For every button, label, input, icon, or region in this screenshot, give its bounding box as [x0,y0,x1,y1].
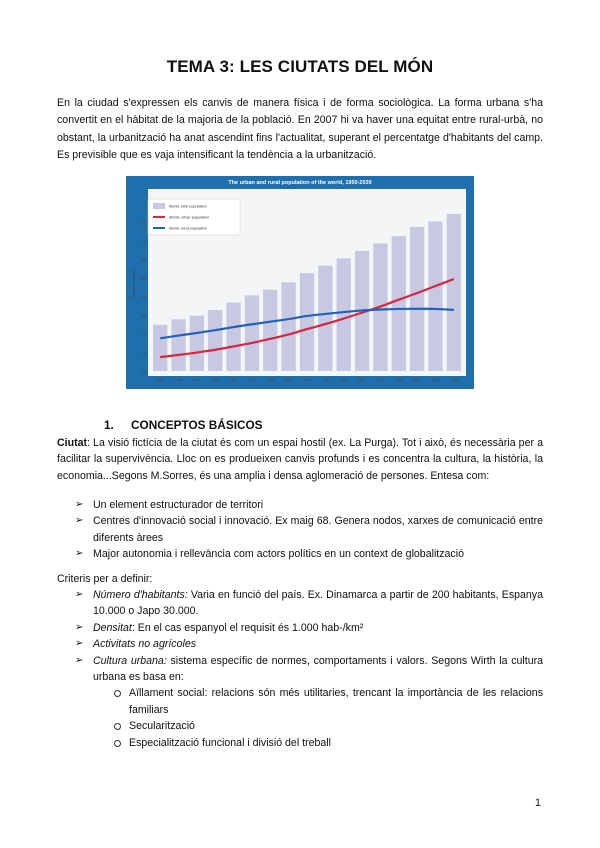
x-tick-label: 1995 [321,378,330,382]
y-tick-label: 1.0 [141,351,146,356]
bar-total-population [300,273,314,371]
chart-title: The urban and rural population of the world, 1950-2030 [228,180,372,186]
circle-bullet-icon [114,740,121,747]
y-tick-label: 7.0 [141,240,146,245]
x-tick-label: 1965 [211,378,220,382]
circle-bullet-icon [114,723,121,730]
list-item: ➢ Activitats no agrícoles [57,636,543,652]
bar-total-population [190,316,204,371]
section-title: CONCEPTOS BÁSICOS [131,418,263,432]
page-number: 1 [535,797,541,809]
bar-total-population [153,325,167,371]
bar-total-population [428,221,442,371]
legend-swatch [153,203,165,209]
population-chart [126,176,474,389]
arrow-bullet-icon: ➢ [75,589,84,600]
intro-paragraph: En la ciudad s'expressen els canvis de manera física i de forma sociològica. La forma urbana s'ha convertit en el hàbitat de la majoria de la població. En 2007 hi va haver una equitat entre rural-urbà, no obstant, la urbanització ha anat ascendint fins l'actualitat, superant el percentatge d'habitants del camp. Es previsible que es vaja intensificant la tendència a la urbanització. [57,97,543,162]
arrow-bullet-icon: ➢ [75,548,84,560]
list-item: ➢ Un element estructurador de territori [57,497,543,513]
y-tick-label: 0.0 [141,369,146,374]
bar-total-population [208,310,222,371]
bar-total-population [337,258,351,371]
x-tick-label: 2000 [339,378,348,382]
x-tick-label: 2025 [431,378,440,382]
circle-bullet-icon [114,690,121,697]
bar-total-population [171,319,185,371]
x-tick-label: 1950 [156,378,165,382]
bar-total-population [392,236,406,371]
arrow-bullet-icon: ➢ [75,654,84,666]
y-tick-label: 8.0 [141,221,146,226]
ciutat-term: Ciutat [57,437,88,449]
bar-total-population [245,295,259,371]
x-tick-label: 1970 [229,378,238,382]
y-tick-label: 4.0 [141,295,146,300]
ciutat-bullet-list [57,497,543,563]
list-item: Especialització funcional i divisió del treball [93,735,543,751]
bar-total-population [226,303,240,371]
arrow-bullet-icon: ➢ [75,638,84,650]
section-number: 1. [104,418,114,432]
bar-total-population [447,214,461,371]
x-tick-label: 2020 [413,378,422,382]
x-tick-label: 1985 [284,378,293,382]
x-tick-label: 2030 [449,378,458,382]
bar-total-population [318,266,332,371]
list-item: ➢ Centres d'innovació social i innovació. Ex maig 68. Genera nodos, xarxes de comunicació entre diferents àrees [75,515,543,544]
section-heading [104,418,263,432]
chart-svg [126,176,474,389]
x-tick-label: 2005 [358,378,367,382]
page-title: TEMA 3: LES CIUTATS DEL MÓN [166,57,434,76]
bar-total-population [281,282,295,371]
arrow-bullet-icon: ➢ [75,621,84,633]
y-tick-label: 2.0 [141,332,146,337]
y-tick-label: 5.0 [141,277,146,282]
x-tick-label: 1990 [303,378,311,382]
ciutat-paragraph [57,435,543,484]
y-tick-label: 6.0 [141,258,146,263]
list-item: ➢ Número d'habitants: Varia en funció del país. Ex. Dinamarca a partir de 200 habitants, Espanya 10.000 o Japo 30.000. [75,589,543,618]
criteria-list [57,587,543,751]
x-tick-label: 1955 [174,378,183,382]
legend-entry: World, rural population [169,226,208,231]
list-item: ➢ Cultura urbana: sistema específic de normes, comportaments i valors. Segons Wirth la cultura urbana es basa en: Aïllament social: relacions són més utilitaries, trencant la importància de les relacions familiars Secularització Especialització funcional i divisió del treball [57,653,543,751]
bar-total-population [263,290,277,371]
arrow-bullet-icon: ➢ [75,499,84,510]
wirth-sub-list [93,685,543,751]
x-tick-label: 1960 [192,378,201,382]
legend-entry: World, urban population [169,215,210,220]
y-tick-label: 3.0 [141,314,146,319]
list-item: ➢ Densitat: En el cas espanyol el requisit és 1.000 hab-/km² [57,620,543,636]
criteris-label: Criteris per a definir: [57,573,153,585]
x-tick-label: 1975 [247,378,256,382]
ciutat-text: : La visió fictícia de la ciutat és com un espai hostil (ex. La Purga). Tot i això, és necessària per a facilitar la supervivència. Lloc on es produeixen canvis profunds i es concentra la cultura, la història, la economia...Segons M.Sorres, és una amplia i densa aglomeració de persones. Entesa com: [57,437,543,482]
list-item: Secularització [93,718,543,734]
legend-entry: World, total population [169,204,207,209]
list-item: Aïllament social: relacions són més utilitaries, trencant la importància de les relacions familiars [93,685,543,718]
bar-total-population [410,227,424,371]
x-tick-label: 1980 [266,378,275,382]
arrow-bullet-icon: ➢ [75,515,84,527]
x-tick-label: 2015 [394,378,403,382]
x-tick-label: 2010 [376,378,385,382]
list-item: ➢ Major autonomia i rellevància com actors polítics en un context de globalització [57,546,543,562]
y-axis-label: Population (billions) [132,266,136,299]
